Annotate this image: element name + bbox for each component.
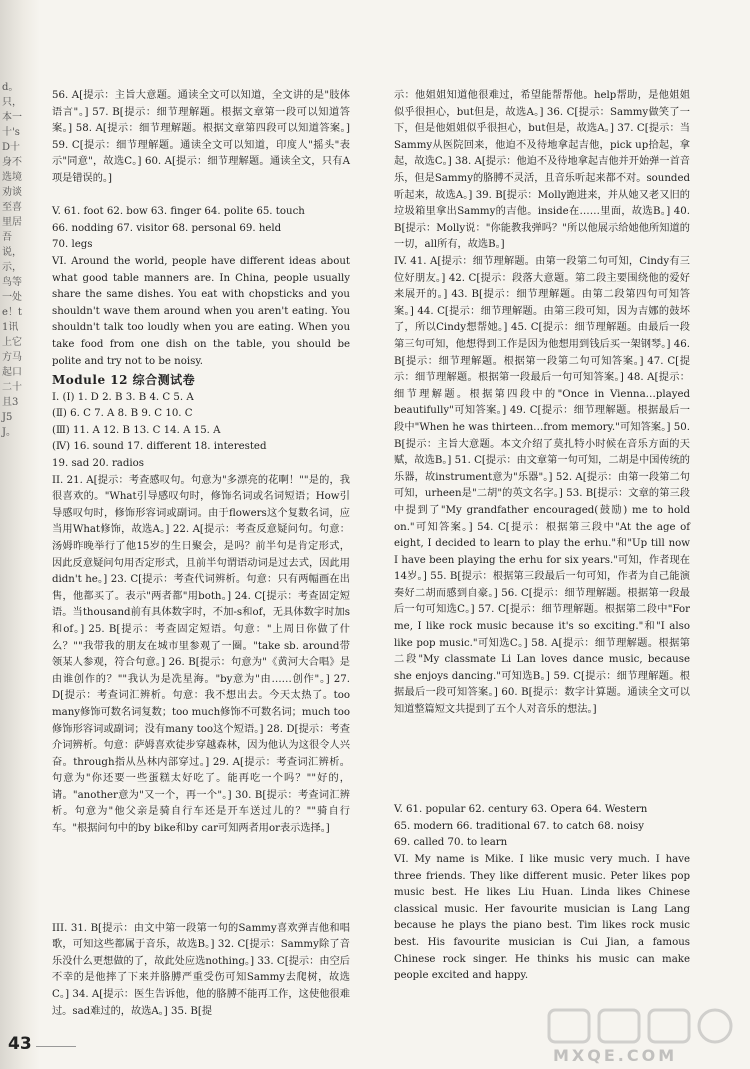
- answer-block-writing: VI. My name is Mike. I like music very much. I have three friends. They like different music. Peter likes pop music best. He likes Liu Huan. Linda likes Chinese classical music. Her favourite musician is Lang Lang because he plays the piano best. Tim likes rock music best. His favourite musician is Cui Jian, a famous Chinese rock singer. He thinks his music can make people excited and happy.: [394, 854, 690, 982]
- left-column: [52, 88, 350, 1037]
- left-page-edge: [0, 0, 40, 1069]
- watermark-logo: [545, 1006, 745, 1066]
- answer-block-listening: I. (Ⅰ) 1. D 2. B 3. B 4. C 5. A (Ⅱ) 6. C 7. A 8. B 9. C 10. C (Ⅲ) 11. A 12. B 13. C 14. A 15. A (Ⅳ) 16. sound 17. different 18. interested 19. sad 20. radios: [52, 391, 267, 469]
- answer-block-reading: IV. 41. A[提示：细节理解题。由第一段第二句可知，Cindy有三位好朋友。] 42. C[提示：段落大意题。第二段主要围绕他的爱好来展开的。] 43. B[提示：细节理解题。由第二段第四句可知答案。] 44. C[提示：细节理解题。由第三段可知，因为吉娜的鼓坏了，所以Cindy想帮她。] 45. C[提示：细节理解题。由最后一段第三句可知，他想得到工作是因为他想用到钱后买一架钢琴。] 46. B[提示：细节理解题。根据第一段第二句可知答案。] 47. C[提示：细节理解题。根据第一段最后一句可知答案。] 48. A[提示：细节理解题。根据第四段中的"Once in Vienna…played beautifully"可知答案。] 49. C[提示：细节理解题。根据最后一段中"When he was thirteen…from memory."可知答案。] 50. B[提示：主旨大意题。本文介绍了莫扎特小时候在音乐方面的天赋，故选B。] 51. C[提示：由文章第一句可知，二胡是中国传统的乐器，故instrument意为"乐器"。] 52. A[提示：由第一段第二句可知，urheen是"二胡"的英文名字。] 53. B[提示：文章的第三段中提到了"My grandfather encouraged(鼓励) me to hold on."可知答案。] 54. C[提示：根据第三段中"At the age of eight, I decided to learn to play the erhu."和"Up till now I have been playing the erhu for six years."可知，作者现在14岁。] 55. B[提示：根据第三段最后一句可知，作者为自己能演奏好二胡而感到自豪。] 56. C[提示：细节理解题。根据第一段最后一句可知选C。] 57. C[提示：细节理解题。根据第二段中"For me, I like rock music because it's so exciting."和"I also like pop music."可知选C。] 58. A[提示：细节理解题。根据第二段"My classmate Li Lan loves dance music, because she enjoys dancing."可知选B。] 59. C[提示：细节理解题。根据最后一段可知答案。] 60. B[提示：数字计算题。通读全文可以知道整篇短文共提到了五个人对音乐的想法。]: [394, 256, 690, 716]
- watermark-text: MXQE.COM: [553, 1046, 678, 1065]
- answer-block-part-v-words: V. 61. popular 62. century 63. Opera 64. Western 65. modern 66. traditional 67. to catch 68. noisy 69. called 70. to learn: [394, 804, 648, 849]
- answer-block-part-iv-end: 56. A[提示：主旨大意题。通读全文可以知道，全文讲的是"肢体语言"。] 57. B[提示：细节理解题。根据文章第一段可以知道答案。] 58. A[提示：细节理解题。根据文章第四段可以知道答案。] 59. C[提示：细节理解题。通读全文可以知道，印度人"摇头"表示"同意"，故选C。] 60. A[提示：细节理解题。通读全文，只有A项是错误的。]: [52, 90, 350, 184]
- right-column: [394, 88, 690, 982]
- left-edge-text: d。只，本一十'sD十身不选境劝谈至喜里居吾说，示，鸟等一处e！t1讯上它方马起口二十且3J5J。: [2, 82, 22, 438]
- page-number-rule: [36, 1046, 76, 1047]
- answer-block-cloze: III. 31. B[提示：由文中第一段第一句的Sammy喜欢弹吉他和唱歌，可知这些都属于音乐，故选B。] 32. C[提示：Sammy除了音乐没什么更想做的了，故此处应选nothing。] 33. C[提示：由空后不幸的是他摔了下来并胳膊严重受伤可知Sammy去爬树，故选C。] 34. A[提示：医生告诉他，他的胳膊不能再工作，这使他很难过。sad难过的，故选A。] 35. B[提: [52, 922, 350, 1017]
- page-number: 43: [8, 1034, 32, 1054]
- answer-block-part-vi: VI. Around the world, people have different ideas about what good table manners are. In China, people usually share the same dishes. You eat with chopsticks and you shouldn't wave them around when you aren't eating. You shouldn't talk too loudly when you are eating. When you take food from one dish on the table, you should be polite and try not to be noisy.: [52, 256, 350, 367]
- module-title: Module 12 综合测试卷: [52, 373, 196, 387]
- answer-block-cloze-cont: 示：他姐姐知道他很难过，希望能帮帮他。help帮助，是他姐姐似乎很担心，but但是，故选A。] 36. C[提示：Sammy做笑了一下，但是他姐姐似乎很担心，but但是，故选A。] 37. C[提示：当Sammy从医院回来，他迫不及待地拿起吉他，pick up拾起，拿起，故选C。] 38. A[提示：他迫不及待地拿起吉他并开始弹一首音乐，但是Sammy的胳膊不灵活，且音乐听起来都不对。sounded听起来，故选A。] 39. B[提示：Molly跑进来，并从她又老又旧的垃圾箱里拿出Sammy的吉他。inside在……里面，故选B。] 40. B[提示：Molly说："你能教我弹吗？"所以他展示给她他所知道的一切，all所有，故选B。]: [394, 90, 690, 251]
- answer-block-grammar: II. 21. A[提示：考查感叹句。句意为"多漂亮的花啊！""是的，我很喜欢的。"What引导感叹句时，修饰名词或名词短语；How引导感叹句时，修饰形容词或副词。由于flowers这个复数名词，应当用What修饰，故选A。] 22. A[提示：考查反意疑问句。句意：汤姆昨晚举行了他15岁的生日聚会，是吗？前半句是肯定形式，因此反意疑问句用否定形式，且前半句谓语动词是过去式，因此用didn't he。] 23. C[提示：考查代词辨析。句意：只有两幅画在出售，他都买了。表示"两者都"用both。] 24. C[提示：考查固定短语。当thousand前有具体数字时，不加-s和of，无具体数字时加s和of。] 25. B[提示：考查固定短语。句意："上周日你做了什么？""我带我的朋友在城市里参观了一圈。"take sb. around带领某人参观，符合句意。] 26. B[提示：句意为"《黄河大合唱》是由谁创作的？""我认为是冼星海。"by意为"由……创作"。] 27. D[提示：考查词汇辨析。句意：我不想出去。今天太热了。too many修饰可数名词复数；too much修饰不可数名词；much too修饰形容词或副词；没有many too这个短语。] 28. D[提示：考查介词辨析。句意：萨姆喜欢徒步穿越森林，因为他认为这很令人兴奋。through指从丛林内部穿过。] 29. A[提示：考查词汇辨析。句意为"你还要一些蛋糕太好吃了。能再吃一个吗？""好的，请。"another意为"又一个，再一个"。] 30. B[提示：考查词汇辨析。句意为"他父亲是骑自行车还是开车送过儿的？""骑自行车。"根据问句中的by bike和by car可知两者用or表示选择。]: [52, 474, 350, 835]
- watermark-icon: [545, 1006, 745, 1046]
- answer-block-part-v: V. 61. foot 62. bow 63. finger 64. polite 65. touch 66. nodding 67. visitor 68. personal 69. held 70. legs: [52, 206, 305, 251]
